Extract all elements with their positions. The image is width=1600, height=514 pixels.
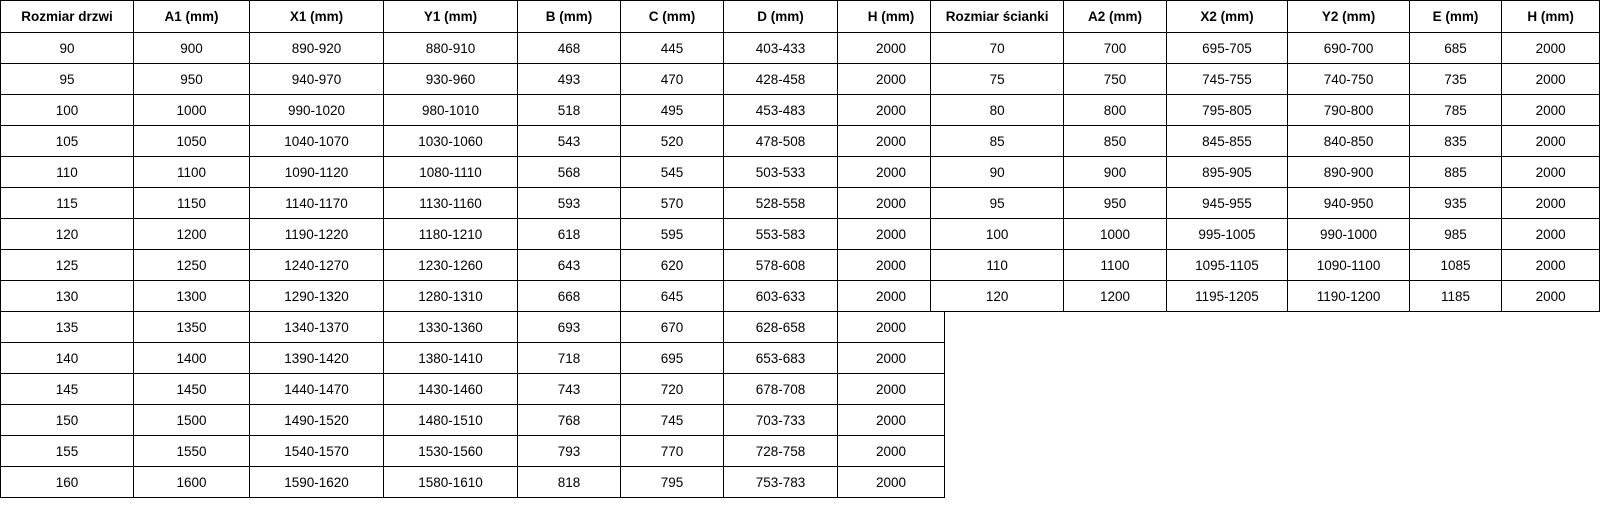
cell: 1000 [1064,219,1166,250]
walls-size-table-container [930,0,1600,312]
cell: 795-805 [1166,95,1288,126]
cell: 2000 [1502,188,1600,219]
table-row [1,126,945,157]
cell: 2000 [1502,250,1600,281]
table-row [931,95,1600,126]
cell: 845-855 [1166,126,1288,157]
cell: 445 [621,33,724,64]
doors-table-body [1,33,945,498]
cell: 793 [518,436,621,467]
doors-table-header [1,1,945,33]
cell: 578-608 [724,250,838,281]
cell: 745-755 [1166,64,1288,95]
cell: 2000 [838,95,945,126]
cell: 110 [1,157,134,188]
cell: 2000 [1502,64,1600,95]
cell: 155 [1,436,134,467]
cell: 1390-1420 [250,343,384,374]
cell: 693 [518,312,621,343]
table-row [1,95,945,126]
table-row [1,436,945,467]
cell: 2000 [838,250,945,281]
cell: 85 [931,126,1064,157]
table-row [931,250,1600,281]
cell: 150 [1,405,134,436]
table-row [1,312,945,343]
cell: 90 [1,33,134,64]
cell: 1400 [134,343,250,374]
table-header-row [1,1,945,33]
cell: 1500 [134,405,250,436]
cell: 985 [1409,219,1501,250]
cell: 1450 [134,374,250,405]
table-row [931,126,1600,157]
column-header-x1: X1 (mm) [250,1,384,33]
cell: 1185 [1409,281,1501,312]
cell: 1100 [134,157,250,188]
column-header-x2: X2 (mm) [1166,1,1288,33]
cell: 1230-1260 [384,250,518,281]
column-header-a1: A1 (mm) [134,1,250,33]
cell: 95 [931,188,1064,219]
cell: 2000 [838,312,945,343]
cell: 890-900 [1288,157,1410,188]
cell: 495 [621,95,724,126]
cell: 520 [621,126,724,157]
cell: 1480-1510 [384,405,518,436]
cell: 2000 [838,219,945,250]
cell: 80 [931,95,1064,126]
cell: 1530-1560 [384,436,518,467]
cell: 2000 [838,281,945,312]
cell: 940-970 [250,64,384,95]
cell: 628-658 [724,312,838,343]
cell: 670 [621,312,724,343]
cell: 930-960 [384,64,518,95]
cell: 1540-1570 [250,436,384,467]
cell: 645 [621,281,724,312]
cell: 2000 [838,374,945,405]
cell: 1050 [134,126,250,157]
cell: 753-783 [724,467,838,498]
cell: 1550 [134,436,250,467]
cell: 2000 [1502,219,1600,250]
walls-table-body [931,33,1600,312]
cell: 2000 [1502,33,1600,64]
cell: 1140-1170 [250,188,384,219]
table-row [1,33,945,64]
cell: 90 [931,157,1064,188]
cell: 1040-1070 [250,126,384,157]
cell: 1095-1105 [1166,250,1288,281]
cell: 768 [518,405,621,436]
cell: 1200 [1064,281,1166,312]
table-row [931,281,1600,312]
cell: 800 [1064,95,1166,126]
cell: 1190-1200 [1288,281,1410,312]
cell: 105 [1,126,134,157]
cell: 695 [621,343,724,374]
cell: 980-1010 [384,95,518,126]
cell: 1180-1210 [384,219,518,250]
column-header-y1: Y1 (mm) [384,1,518,33]
cell: 728-758 [724,436,838,467]
cell: 135 [1,312,134,343]
cell: 890-920 [250,33,384,64]
cell: 2000 [838,467,945,498]
cell: 900 [1064,157,1166,188]
cell: 743 [518,374,621,405]
cell: 518 [518,95,621,126]
cell: 1100 [1064,250,1166,281]
cell: 1250 [134,250,250,281]
cell: 703-733 [724,405,838,436]
cell: 950 [1064,188,1166,219]
walls-table-header [931,1,1600,33]
cell: 1080-1110 [384,157,518,188]
column-header-y2: Y2 (mm) [1288,1,1410,33]
cell: 468 [518,33,621,64]
column-header-h: H (mm) [1502,1,1600,33]
cell: 115 [1,188,134,219]
cell: 1590-1620 [250,467,384,498]
cell: 95 [1,64,134,95]
cell: 140 [1,343,134,374]
cell: 718 [518,343,621,374]
cell: 678-708 [724,374,838,405]
cell: 110 [931,250,1064,281]
cell: 770 [621,436,724,467]
column-header-h: H (mm) [838,1,945,33]
cell: 1350 [134,312,250,343]
cell: 1240-1270 [250,250,384,281]
cell: 2000 [1502,126,1600,157]
cell: 720 [621,374,724,405]
cell: 568 [518,157,621,188]
cell: 1195-1205 [1166,281,1288,312]
cell: 478-508 [724,126,838,157]
cell: 428-458 [724,64,838,95]
cell: 503-533 [724,157,838,188]
cell: 1000 [134,95,250,126]
cell: 1600 [134,467,250,498]
table-row [1,467,945,498]
cell: 685 [1409,33,1501,64]
table-header-row [931,1,1600,33]
cell: 570 [621,188,724,219]
cell: 900 [134,33,250,64]
cell: 100 [931,219,1064,250]
cell: 528-558 [724,188,838,219]
cell: 620 [621,250,724,281]
cell: 1030-1060 [384,126,518,157]
column-header-rozmiar-scianki: Rozmiar ścianki [931,1,1064,33]
cell: 740-750 [1288,64,1410,95]
cell: 100 [1,95,134,126]
column-header-e: E (mm) [1409,1,1501,33]
cell: 745 [621,405,724,436]
cell: 668 [518,281,621,312]
cell: 990-1020 [250,95,384,126]
table-row [1,188,945,219]
column-header-b: B (mm) [518,1,621,33]
table-row [931,33,1600,64]
cell: 818 [518,467,621,498]
cell: 995-1005 [1166,219,1288,250]
cell: 700 [1064,33,1166,64]
cell: 690-700 [1288,33,1410,64]
column-header-a2: A2 (mm) [1064,1,1166,33]
cell: 835 [1409,126,1501,157]
column-header-rozmiar-drzwi: Rozmiar drzwi [1,1,134,33]
table-row [1,343,945,374]
cell: 950 [134,64,250,95]
cell: 2000 [1502,95,1600,126]
table-row [1,405,945,436]
cell: 653-683 [724,343,838,374]
cell: 945-955 [1166,188,1288,219]
cell: 850 [1064,126,1166,157]
cell: 1430-1460 [384,374,518,405]
cell: 1580-1610 [384,467,518,498]
cell: 470 [621,64,724,95]
cell: 2000 [838,157,945,188]
cell: 1340-1370 [250,312,384,343]
cell: 2000 [1502,281,1600,312]
cell: 885 [1409,157,1501,188]
cell: 1085 [1409,250,1501,281]
cell: 618 [518,219,621,250]
cell: 160 [1,467,134,498]
cell: 145 [1,374,134,405]
cell: 785 [1409,95,1501,126]
cell: 2000 [838,343,945,374]
cell: 2000 [838,33,945,64]
table-row [931,188,1600,219]
cell: 130 [1,281,134,312]
cell: 795 [621,467,724,498]
cell: 553-583 [724,219,838,250]
cell: 1200 [134,219,250,250]
cell: 2000 [838,126,945,157]
cell: 2000 [838,188,945,219]
cell: 2000 [838,64,945,95]
cell: 120 [931,281,1064,312]
table-row [931,219,1600,250]
cell: 543 [518,126,621,157]
cell: 643 [518,250,621,281]
cell: 1300 [134,281,250,312]
column-header-d: D (mm) [724,1,838,33]
table-row [931,157,1600,188]
table-row [1,64,945,95]
cell: 1280-1310 [384,281,518,312]
cell: 593 [518,188,621,219]
cell: 1150 [134,188,250,219]
cell: 1190-1220 [250,219,384,250]
cell: 790-800 [1288,95,1410,126]
cell: 1090-1100 [1288,250,1410,281]
cell: 1440-1470 [250,374,384,405]
cell: 403-433 [724,33,838,64]
cell: 125 [1,250,134,281]
cell: 2000 [838,405,945,436]
cell: 1330-1360 [384,312,518,343]
cell: 1490-1520 [250,405,384,436]
table-row [931,64,1600,95]
cell: 895-905 [1166,157,1288,188]
table-row [1,374,945,405]
cell: 695-705 [1166,33,1288,64]
cell: 750 [1064,64,1166,95]
cell: 453-483 [724,95,838,126]
table-row [1,281,945,312]
cell: 493 [518,64,621,95]
cell: 2000 [1502,157,1600,188]
cell: 2000 [838,436,945,467]
table-row [1,219,945,250]
cell: 940-950 [1288,188,1410,219]
cell: 990-1000 [1288,219,1410,250]
cell: 1290-1320 [250,281,384,312]
cell: 1380-1410 [384,343,518,374]
cell: 120 [1,219,134,250]
cell: 595 [621,219,724,250]
cell: 1090-1120 [250,157,384,188]
cell: 880-910 [384,33,518,64]
table-row [1,250,945,281]
cell: 545 [621,157,724,188]
walls-size-table [930,0,1600,312]
cell: 935 [1409,188,1501,219]
column-header-c: C (mm) [621,1,724,33]
cell: 735 [1409,64,1501,95]
table-row [1,157,945,188]
cell: 75 [931,64,1064,95]
cell: 603-633 [724,281,838,312]
cell: 840-850 [1288,126,1410,157]
cell: 1130-1160 [384,188,518,219]
cell: 70 [931,33,1064,64]
